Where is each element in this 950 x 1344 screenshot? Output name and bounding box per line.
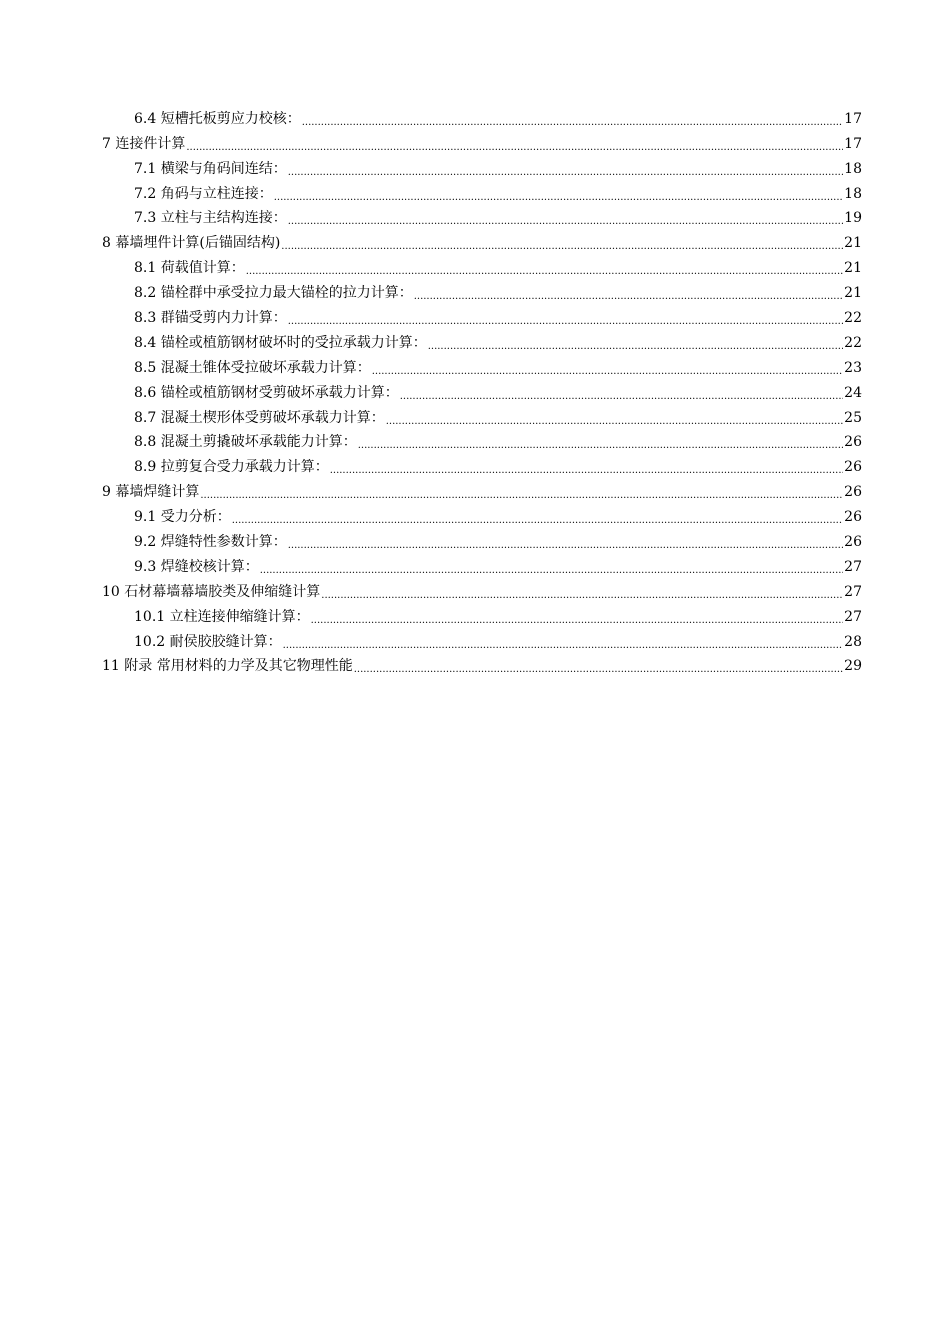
- toc-entry[interactable]: [102, 129, 862, 154]
- toc-entry-page: 22: [844, 310, 862, 327]
- toc-entry-label: 9 幕墙焊缝计算: [102, 484, 200, 501]
- toc-entry[interactable]: [102, 552, 862, 577]
- toc-entry-label: 9.1 受力分析：: [134, 509, 231, 526]
- toc-entry-label: 10.2 耐侯胶胶缝计算：: [134, 633, 282, 650]
- toc-entry[interactable]: [102, 104, 862, 129]
- toc-entry-page: 24: [844, 384, 862, 401]
- toc-entry[interactable]: [102, 378, 862, 403]
- toc-entry-page: 22: [844, 334, 862, 351]
- toc-leader-dots: [186, 134, 843, 154]
- toc-entry-label: 8.9 拉剪复合受力承载力计算：: [134, 459, 329, 476]
- toc-entry[interactable]: [102, 477, 862, 502]
- toc-leader-dots: [232, 507, 843, 527]
- toc-entry-page: 25: [844, 409, 862, 426]
- toc-entry-label: 7.1 横梁与角码间连结：: [134, 160, 287, 177]
- toc-entry[interactable]: [102, 602, 862, 627]
- toc-leader-dots: [283, 632, 844, 652]
- toc-entry[interactable]: [102, 403, 862, 428]
- toc-entry-label: 8.4 锚栓或植筋钢材破坏时的受拉承载力计算：: [134, 334, 427, 351]
- toc-entry[interactable]: [102, 353, 862, 378]
- table-of-contents: [102, 104, 862, 676]
- toc-entry-page: 26: [844, 534, 862, 551]
- toc-leader-dots: [200, 482, 843, 502]
- toc-entry-page: 19: [844, 210, 862, 227]
- toc-entry-page: 21: [844, 285, 862, 302]
- toc-leader-dots: [428, 333, 843, 353]
- toc-leader-dots: [321, 582, 843, 602]
- toc-entry-label: 8.2 锚栓群中承受拉力最大锚栓的拉力计算：: [134, 285, 413, 302]
- toc-entry-page: 23: [844, 359, 862, 376]
- toc-leader-dots: [288, 308, 843, 328]
- toc-entry-label: 8.5 混凝土锥体受拉破坏承载力计算：: [134, 359, 371, 376]
- toc-entry-label: 8.6 锚栓或植筋钢材受剪破坏承载力计算：: [134, 384, 399, 401]
- toc-entry-label: 11 附录 常用材料的力学及其它物理性能: [102, 658, 353, 675]
- toc-leader-dots: [400, 383, 843, 403]
- toc-entry-page: 17: [844, 135, 862, 152]
- toc-entry-page: 18: [844, 185, 862, 202]
- toc-leader-dots: [311, 607, 844, 627]
- toc-leader-dots: [302, 109, 843, 129]
- toc-entry-label: 6.4 短槽托板剪应力校核：: [134, 110, 301, 127]
- toc-entry[interactable]: [102, 154, 862, 179]
- toc-entry-label: 8 幕墙埋件计算(后锚固结构): [102, 235, 281, 252]
- toc-entry-page: 18: [844, 160, 862, 177]
- toc-leader-dots: [386, 408, 843, 428]
- toc-leader-dots: [330, 457, 843, 477]
- toc-leader-dots: [288, 532, 843, 552]
- toc-leader-dots: [288, 159, 843, 179]
- toc-leader-dots: [414, 283, 843, 303]
- toc-entry-label: 10 石材幕墙幕墙胶类及伸缩缝计算: [102, 583, 321, 600]
- toc-entry[interactable]: [102, 527, 862, 552]
- toc-entry-label: 9.2 焊缝特性参数计算：: [134, 534, 287, 551]
- toc-entry-page: 27: [844, 558, 862, 575]
- toc-leader-dots: [354, 656, 843, 676]
- toc-entry-page: 21: [844, 235, 862, 252]
- toc-entry-page: 17: [844, 110, 862, 127]
- toc-entry[interactable]: [102, 179, 862, 204]
- toc-entry-page: 26: [844, 434, 862, 451]
- toc-entry-label: 8.7 混凝土楔形体受剪破坏承载力计算：: [134, 409, 385, 426]
- toc-entry-label: 8.8 混凝土剪撬破坏承载能力计算：: [134, 434, 357, 451]
- toc-leader-dots: [288, 208, 843, 228]
- toc-entry-label: 7 连接件计算: [102, 135, 186, 152]
- toc-entry-page: 26: [844, 484, 862, 501]
- toc-leader-dots: [274, 184, 843, 204]
- toc-entry-label: 8.1 荷载值计算：: [134, 260, 245, 277]
- toc-entry[interactable]: [102, 428, 862, 453]
- toc-entry-label: 7.2 角码与立柱连接：: [134, 185, 273, 202]
- toc-entry[interactable]: [102, 328, 862, 353]
- toc-entry[interactable]: [102, 502, 862, 527]
- toc-entry[interactable]: [102, 278, 862, 303]
- toc-leader-dots: [372, 358, 843, 378]
- toc-entry-label: 10.1 立柱连接伸缩缝计算：: [134, 608, 310, 625]
- toc-leader-dots: [281, 233, 843, 253]
- toc-entry-page: 26: [844, 459, 862, 476]
- toc-entry[interactable]: [102, 303, 862, 328]
- toc-entry-label: 9.3 焊缝校核计算：: [134, 558, 259, 575]
- toc-entry-page: 21: [844, 260, 862, 277]
- toc-entry-page: 27: [844, 608, 862, 625]
- toc-entry[interactable]: [102, 228, 862, 253]
- toc-entry[interactable]: [102, 627, 862, 652]
- toc-entry-page: 28: [844, 633, 862, 650]
- toc-entry-label: 7.3 立柱与主结构连接：: [134, 210, 287, 227]
- toc-entry[interactable]: [102, 204, 862, 229]
- toc-entry-page: 27: [844, 583, 862, 600]
- toc-entry[interactable]: [102, 253, 862, 278]
- toc-entry[interactable]: [102, 452, 862, 477]
- toc-entry[interactable]: [102, 577, 862, 602]
- toc-entry-page: 26: [844, 509, 862, 526]
- toc-leader-dots: [358, 432, 843, 452]
- toc-entry-label: 8.3 群锚受剪内力计算：: [134, 310, 287, 327]
- toc-entry[interactable]: [102, 652, 862, 677]
- toc-leader-dots: [246, 258, 843, 278]
- toc-entry-page: 29: [844, 658, 862, 675]
- toc-leader-dots: [260, 557, 843, 577]
